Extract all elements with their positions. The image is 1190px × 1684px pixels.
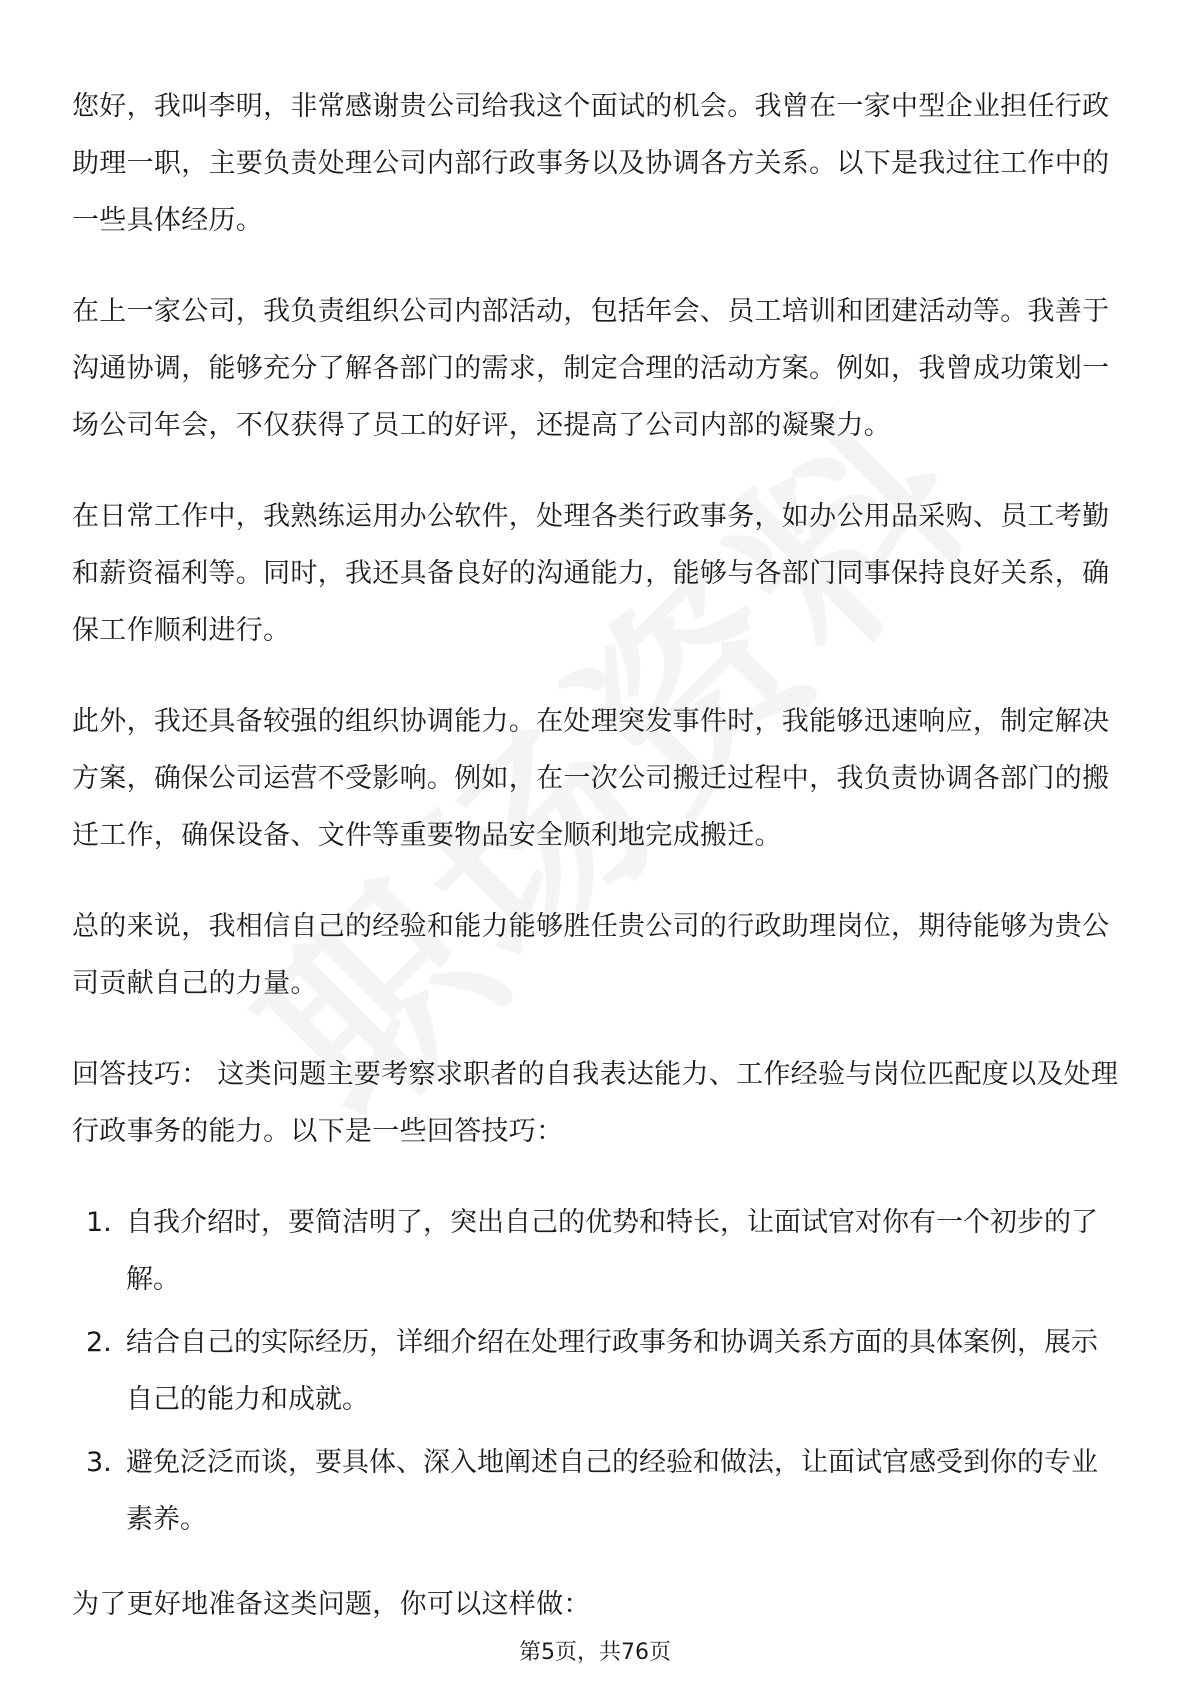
document-body <box>72 78 1122 1667</box>
paragraph-intro: 您好，我叫李明，非常感谢贵公司给我这个面试的机会。我曾在一家中型企业担任行政助理一职，主要负责处理公司内部行政事务以及协调各方关系。以下是我过往工作中的一些具体经历。 <box>72 91 1110 236</box>
paragraph-summary: 总的来说，我相信自己的经验和能力能够胜任贵公司的行政助理岗位，期待能够为贵公司贡献自己的力量。 <box>72 911 1110 999</box>
list-item-text: 自我介绍时，要简洁明了，突出自己的优势和特长，让面试官对你有一个初步的了解。 <box>126 1207 1098 1295</box>
paragraph-answer-tips: 回答技巧： 这类问题主要考察求职者的自我表达能力、工作经验与岗位匹配度以及处理行政事务的能力。以下是一些回答技巧： <box>72 1059 1119 1147</box>
list-item <box>72 1314 1122 1428</box>
list-item-number: 3. <box>86 1447 112 1478</box>
paragraph-previous-company: 在上一家公司，我负责组织公司内部活动，包括年会、员工培训和团建活动等。我善于沟通协调，能够充分了解各部门的需求，制定合理的活动方案。例如，我曾成功策划一场公司年会，不仅获得了员工的好评，还提高了公司内部的凝聚力。 <box>72 296 1110 441</box>
list-item-text: 结合自己的实际经历，详细介绍在处理行政事务和协调关系方面的具体案例，展示自己的能力和成就。 <box>126 1327 1098 1415</box>
list-item-number: 1. <box>86 1207 112 1238</box>
tips-list <box>72 1194 1122 1548</box>
list-item-number: 2. <box>86 1327 112 1358</box>
paragraph-coordination: 此外，我还具备较强的组织协调能力。在处理突发事件时，我能够迅速响应，制定解决方案，确保公司运营不受影响。例如，在一次公司搬迁过程中，我负责协调各部门的搬迁工作，确保设备、文件等重要物品安全顺利地完成搬迁。 <box>72 706 1110 851</box>
list-item <box>72 1434 1122 1548</box>
list-item <box>72 1194 1122 1308</box>
paragraph-daily-work: 在日常工作中，我熟练运用办公软件，处理各类行政事务，如办公用品采购、员工考勤和薪资福利等。同时，我还具备良好的沟通能力，能够与各部门同事保持良好关系，确保工作顺利进行。 <box>72 501 1110 646</box>
paragraph-closing: 为了更好地准备这类问题，你可以这样做： <box>72 1589 591 1620</box>
list-item-text: 避免泛泛而谈，要具体、深入地阐述自己的经验和做法，让面试官感受到你的专业素养。 <box>126 1447 1098 1535</box>
page-footer: 第5页，共76页 <box>519 1640 671 1665</box>
